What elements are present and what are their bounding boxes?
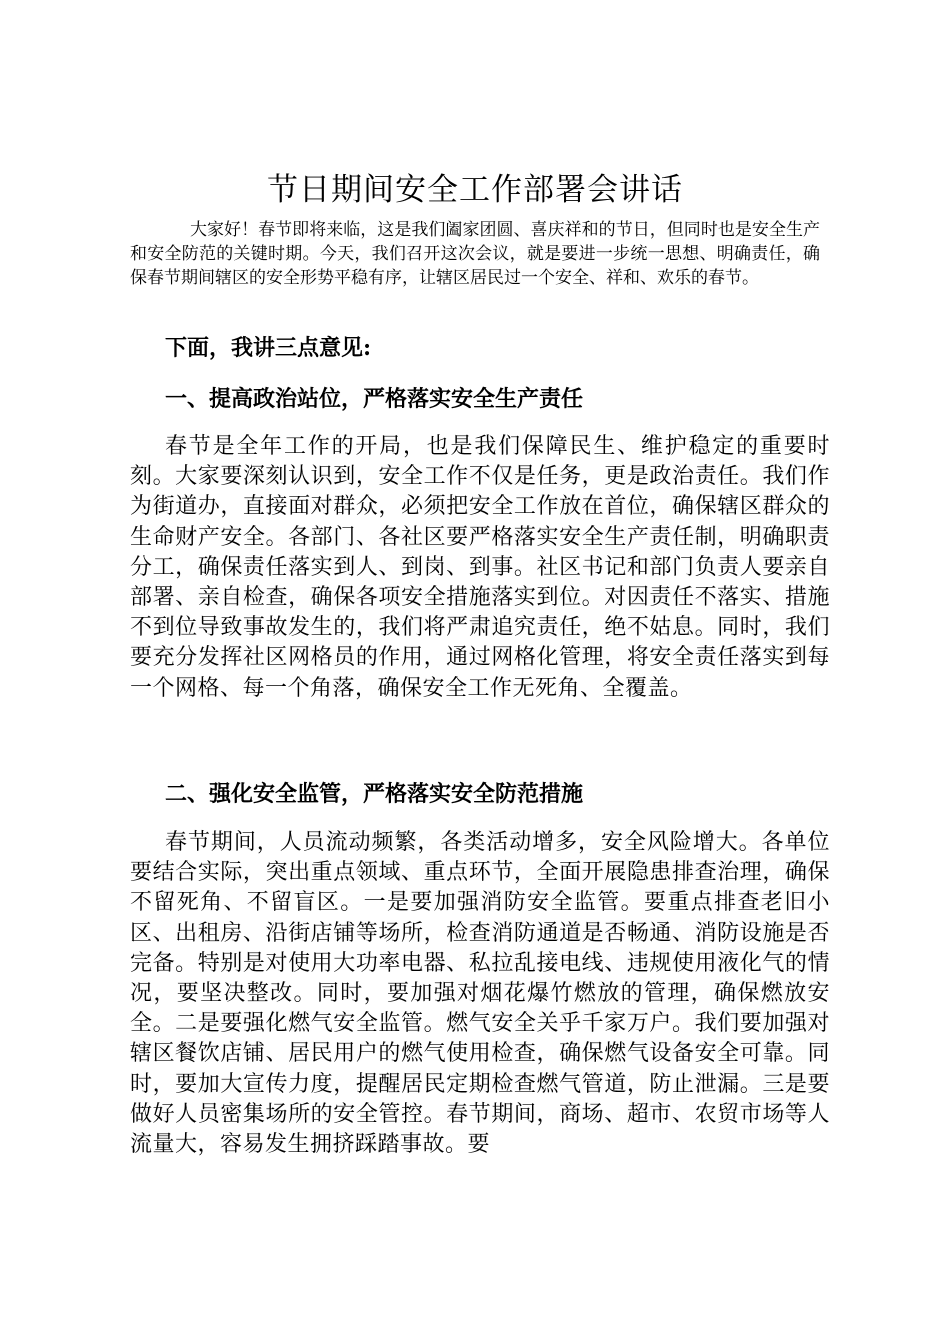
section-heading-1: 一、提高政治站位，严格落实安全生产责任 bbox=[165, 386, 584, 412]
document-title: 节日期间安全工作部署会讲话 bbox=[267, 172, 683, 208]
lead-heading: 下面，我讲三点意见: bbox=[165, 335, 372, 361]
section-body-1: 春节是全年工作的开局，也是我们保障民生、维护稳定的重要时刻。大家要深刻认识到，安全工作不仅是任务，更是政治责任。我们作为街道办，直接面对群众，必须把安全工作放在首位，确保辖区群众的生命财产安全。各部门、各社区要严格落实安全生产责任制，明确职责分工，确保责任落实到人、到岗、到事。社区书记和部门负责人要亲自部署、亲自检查，确保各项安全措施落实到位。对因责任不落实、措施不到位导致事故发生的，我们将严肃追究责任，绝不姑息。同时，我们要充分发挥社区网格员的作用，通过网格化管理，将安全责任落实到每一个网格、每一个角落，确保安全工作无死角、全覆盖。 bbox=[130, 434, 830, 701]
section-heading-2: 二、强化安全监管，严格落实安全防范措施 bbox=[165, 781, 584, 807]
intro-paragraph: 大家好！春节即将来临，这是我们阖家团圆、喜庆祥和的节日，但同时也是安全生产和安全防范的关键时期。今天，我们召开这次会议，就是要进一步统一思想、明确责任，确保春节期间辖区的安全形势平稳有序，让辖区居民过一个安全、祥和、欢乐的春节。 bbox=[130, 220, 820, 288]
section-body-2: 春节期间，人员流动频繁，各类活动增多，安全风险增大。各单位要结合实际，突出重点领域、重点环节，全面开展隐患排查治理，确保不留死角、不留盲区。一是要加强消防安全监管。要重点排查老旧小区、出租房、沿街店铺等场所，检查消防通道是否畅通、消防设施是否完备。特别是对使用大功率电器、私拉乱接电线、违规使用液化气的情况，要坚决整改。同时，要加强对烟花爆竹燃放的管理，确保燃放安全。二是要强化燃气安全监管。燃气安全关乎千家万户。我们要加强对辖区餐饮店铺、居民用户的燃气使用检查，确保燃气设备安全可靠。同时，要加大宣传力度，提醒居民定期检查燃气管道，防止泄漏。三是要做好人员密集场所的安全管控。春节期间，商场、超市、农贸市场等人流量大，容易发生拥挤踩踏事故。要 bbox=[130, 830, 830, 1158]
